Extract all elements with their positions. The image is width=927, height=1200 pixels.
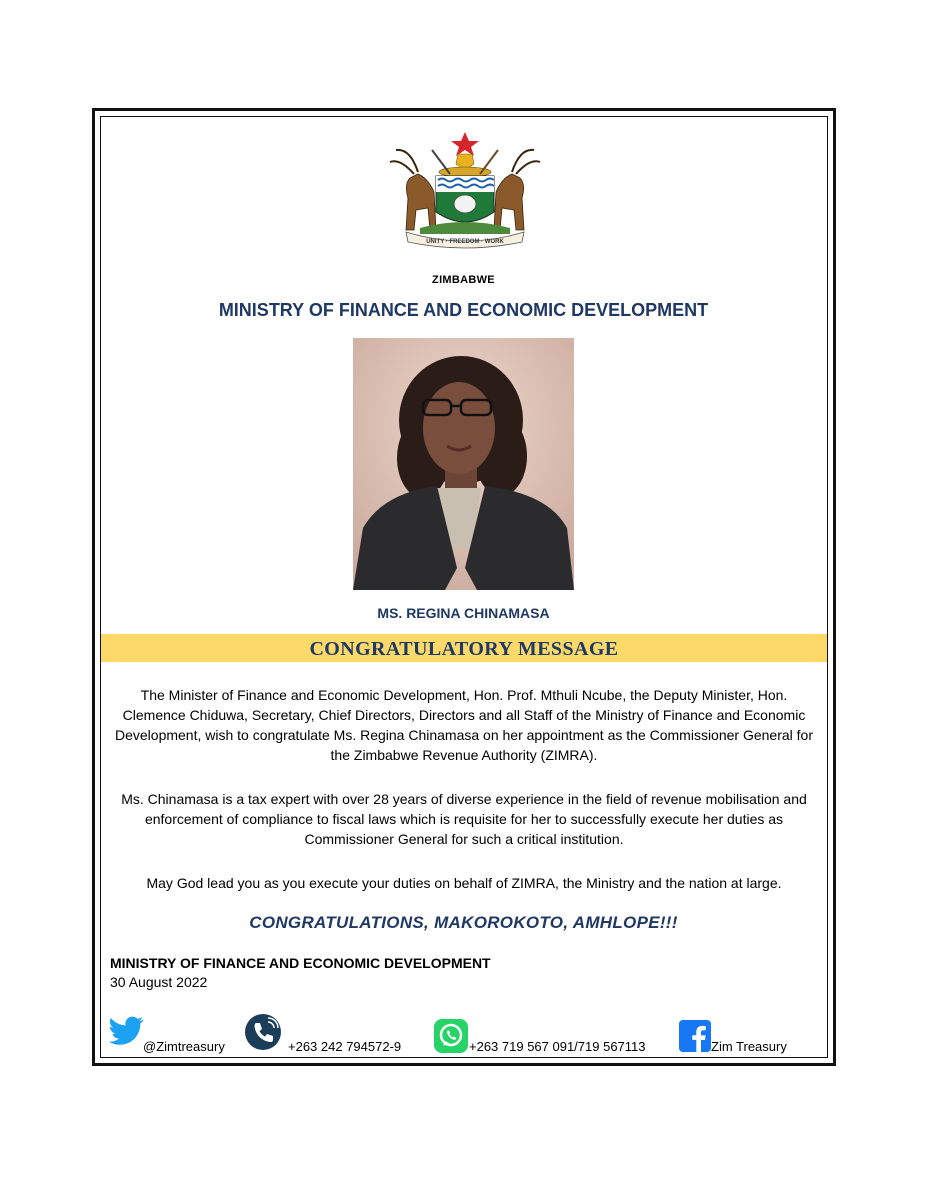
whatsapp-icon bbox=[433, 1018, 469, 1054]
portrait-photo bbox=[353, 338, 574, 590]
twitter-icon bbox=[108, 1016, 144, 1048]
signature-date: 30 August 2022 bbox=[110, 974, 208, 990]
zimbabwe-coat-of-arms-icon bbox=[370, 128, 560, 252]
phone-number[interactable]: +263 242 794572-9 bbox=[288, 1039, 402, 1054]
ministry-title: MINISTRY OF FINANCE AND ECONOMIC DEVELOPMENT bbox=[218, 300, 709, 320]
congratulations-line: CONGRATULATIONS, MAKOROKOTO, AMHLOPE!!! bbox=[249, 913, 678, 932]
person-name: MS. REGINA CHINAMASA bbox=[377, 605, 550, 621]
phone-icon bbox=[242, 1011, 284, 1053]
message-paragraph-1: The Minister of Finance and Economic Development, Hon. Prof. Mthuli Ncube, the Deputy Minister, Hon. Clemence Chiduwa, Secretary, Chief Directors, Directors and all Staff of the Ministry of Finance and Economic Development, wish to congratulate Ms. Regina Chinamasa on her appointment as the Commissioner General for the Zimbabwe Revenue Authority (ZIMRA). bbox=[114, 687, 814, 763]
banner-title: CONGRATULATORY MESSAGE bbox=[309, 638, 619, 660]
facebook-icon bbox=[679, 1020, 711, 1052]
twitter-handle[interactable]: @Zimtreasury bbox=[143, 1039, 225, 1054]
message-paragraph-3: May God lead you as you execute your duties on behalf of ZIMRA, the Ministry and the nation at large. bbox=[146, 875, 782, 891]
country-label: ZIMBABWE bbox=[432, 274, 495, 286]
message-paragraph-2: Ms. Chinamasa is a tax expert with over 28 years of diverse experience in the field of revenue mobilisation and enforcement of compliance to fiscal laws which is requisite for her to successfully execute her duties as Commissioner General for such a critical institution. bbox=[121, 791, 807, 847]
signature-ministry: MINISTRY OF FINANCE AND ECONOMIC DEVELOPMENT bbox=[110, 955, 491, 971]
whatsapp-number[interactable]: +263 719 567 091/719 567113 bbox=[469, 1039, 646, 1054]
crest-motto: UNITY · FREEDOM · WORK bbox=[426, 239, 504, 245]
facebook-page[interactable]: Zim Treasury bbox=[711, 1039, 787, 1054]
message-banner bbox=[101, 634, 827, 662]
